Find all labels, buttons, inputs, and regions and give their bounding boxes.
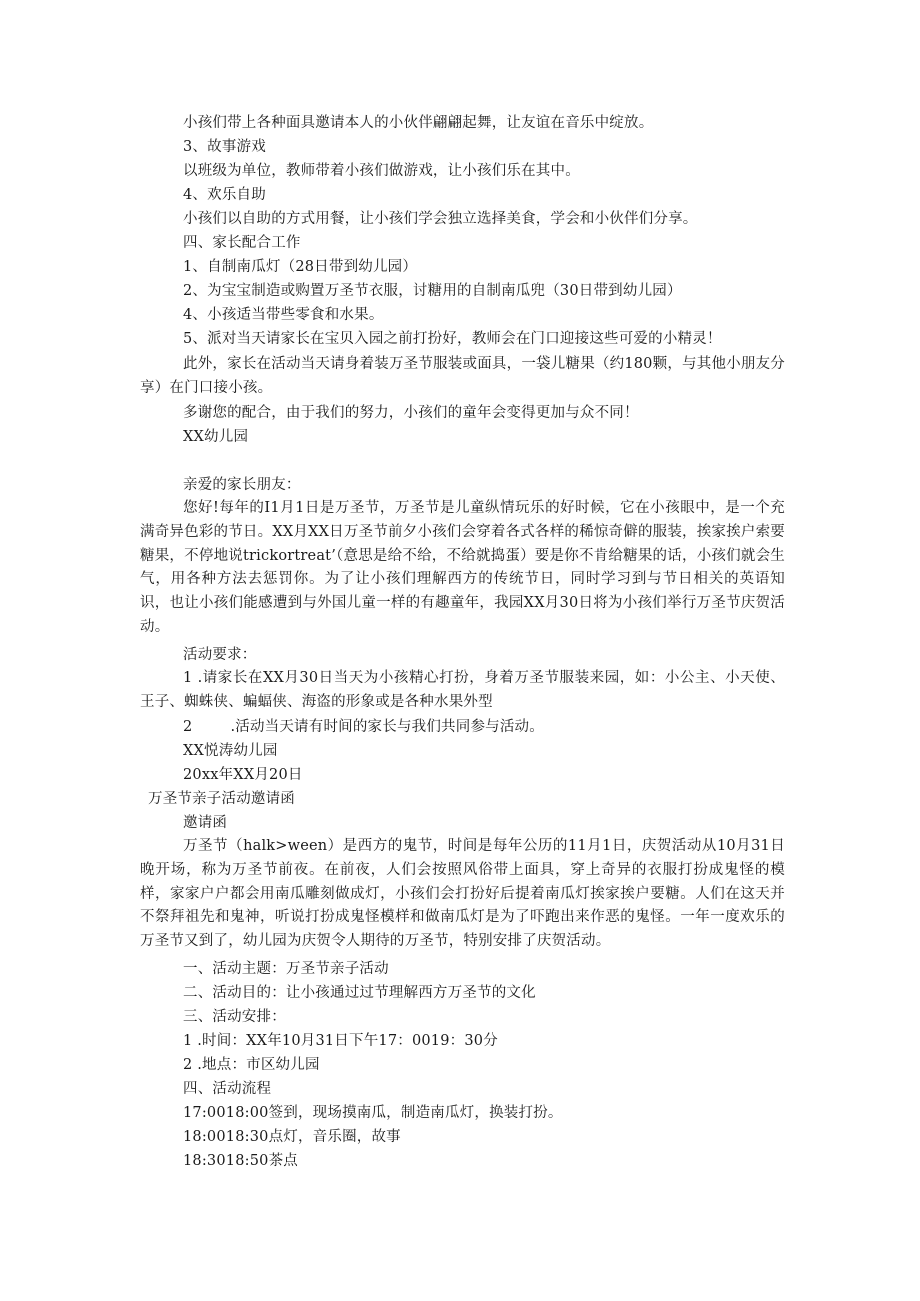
requirement-1: 1 .请家长在XX月30日当天为小孩精心打扮，身着万圣节服装来园，如：小公主、小天使、王子、蜘蛛侠、蝙蝠侠、海盗的形象或是各种水果外型	[140, 670, 785, 710]
activity-theme: 一、活动主题：万圣节亲子活动	[183, 961, 389, 977]
requirement-2-text: .活动当天请有时间的家长与我们共同参与活动。	[230, 719, 544, 735]
letter-body: 您好!每年的I1月1日是万圣节，万圣节是儿童纵情玩乐的好时候，它在小孩眼中，是一个充满奇异色彩的节日。XX月XX日万圣节前夕小孩们会穿着各式各样的稀惊奇僻的服装，挨家挨户索要糖果，不停地说trickortreat’（意思是给不给，不给就捣蛋）要是你不肯给糖果的话，小孩们就会生气，用各种方法去惩罚你。为了让小孩们理解西方的传统节日，同时学习到与节日相关的英语知识，也让小孩们能感遭到与外国儿童一样的有趣童年，我园XX月30日将为小孩们举行万圣节庆贺活动。	[140, 500, 785, 635]
requirement-2-number: 2	[183, 719, 193, 735]
paragraph-extra: 此外，家长在活动当天请身着装万圣节服装或面具，一袋儿糖果（约180颗，与其他小朋友分享）在门口接小孩。	[140, 356, 785, 396]
flow-item: 17:0018:00签到，现场摸南瓜，制造南瓜灯，换装打扮。	[183, 1105, 563, 1121]
text-line: 小孩们以自助的方式用餐，让小孩们学会独立选择美食，学会和小伙伴们分享。	[183, 211, 698, 227]
activity-purpose: 二、活动目的：让小孩通过过节理解西方万圣节的文化	[183, 985, 536, 1001]
date: 20xx年XX月20日	[183, 767, 303, 783]
signature: XX悦涛幼儿园	[183, 743, 278, 759]
list-item: 5、派对当天请家长在宝贝入园之前打扮好，教师会在门口迎接这些可爱的小精灵！	[183, 331, 722, 347]
signature: XX幼儿园	[183, 429, 249, 445]
thanks-line: 多谢您的配合，由于我们的努力，小孩们的童年会变得更加与众不同！	[183, 405, 639, 421]
item-heading: 4、欢乐自助	[183, 187, 266, 203]
activity-time: 1 .时间：XX年10月31日下午17：0019：30分	[183, 1033, 498, 1049]
text-line: 以班级为单位，教师带着小孩们做游戏，让小孩们乐在其中。	[183, 163, 580, 179]
flow-item: 18:3018:50茶点	[183, 1153, 298, 1169]
document-subtitle: 邀请函	[183, 815, 228, 831]
flow-item: 18:0018:30点灯，音乐圈，故事	[183, 1129, 401, 1145]
document-title: 万圣节亲子活动邀请函	[148, 791, 295, 807]
greeting: 亲爱的家长朋友：	[183, 477, 301, 493]
activity-arrangement: 三、活动安排：	[183, 1009, 286, 1025]
list-item: 4、小孩适当带些零食和水果。	[183, 307, 384, 323]
requirements-title: 活动要求：	[183, 647, 257, 663]
requirement-2	[183, 717, 544, 737]
intro-paragraph: 万圣节（halk>ween）是西方的鬼节，时间是每年公历的11月1日，庆贺活动从10月31日晚开场，称为万圣节前夜。在前夜，人们会按照风俗带上面具，穿上奇异的衣服打扮成鬼怪的模样，家家户户都会用南瓜雕刻做成灯，小孩们会打扮好后提着南瓜灯挨家挨户要糖。人们在这天并不祭拜祖先和鬼神，听说打扮成鬼怪模样和做南瓜灯是为了吓跑出来作恶的鬼怪。一年一度欢乐的万圣节又到了，幼儿园为庆贺令人期待的万圣节，特别安排了庆贺活动。	[140, 838, 785, 950]
item-heading: 3、故事游戏	[183, 139, 266, 155]
activity-place: 2 .地点：市区幼儿园	[183, 1057, 320, 1073]
section-heading: 四、家长配合工作	[183, 235, 301, 251]
list-item: 2、为宝宝制造或购置万圣节衣服，讨糖用的自制南瓜兜（30日带到幼儿园）	[183, 283, 682, 299]
text-line: 小孩们带上各种面具邀请本人的小伙伴翩翩起舞，让友谊在音乐中绽放。	[183, 115, 654, 131]
activity-flow-heading: 四、活动流程	[183, 1081, 272, 1097]
list-item: 1、自制南瓜灯（28日带到幼儿园）	[183, 259, 418, 275]
